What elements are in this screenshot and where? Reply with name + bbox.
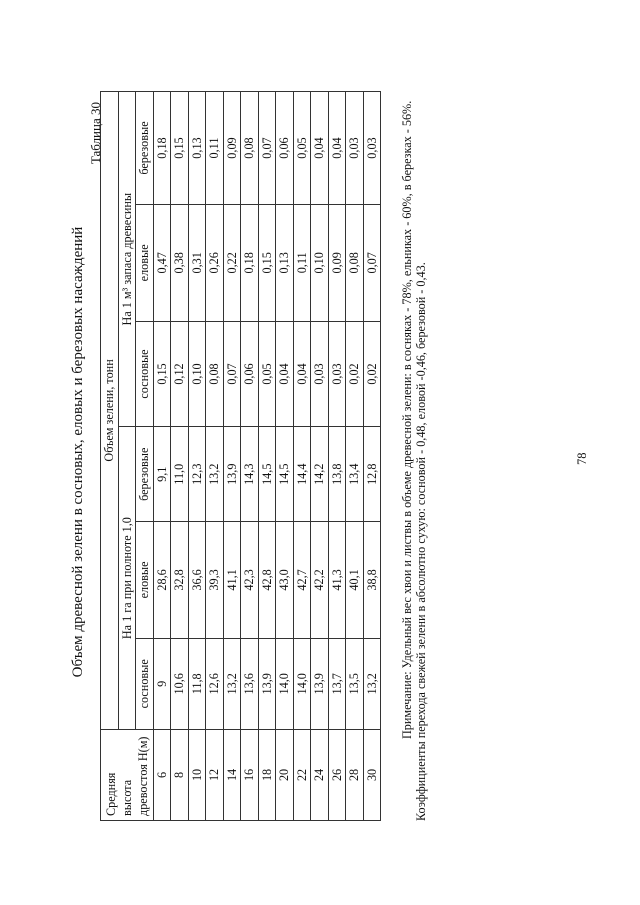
table-cell: 0,15 [258, 205, 276, 322]
table-cell: 13,9 [311, 638, 329, 729]
table-cell: 20 [276, 729, 294, 820]
table-cell: 32,8 [171, 522, 189, 639]
spruce-m3-header: еловые [136, 205, 154, 322]
table-cell: 42,7 [293, 522, 311, 639]
table-cell: 0,06 [276, 92, 294, 205]
table-cell: 39,3 [206, 522, 224, 639]
table-cell: 11,8 [188, 638, 206, 729]
table-cell: 12,3 [188, 427, 206, 522]
table-row [241, 92, 259, 821]
table-cell: 13,7 [328, 638, 346, 729]
table-cell: 0,03 [363, 92, 381, 205]
table-cell: 9,1 [153, 427, 171, 522]
table-cell: 0,22 [223, 205, 241, 322]
table-cell: 0,05 [258, 321, 276, 427]
table-cell: 0,18 [153, 92, 171, 205]
table-cell: 0,06 [241, 321, 259, 427]
table-cell: 36,6 [188, 522, 206, 639]
table-cell: 13,6 [241, 638, 259, 729]
table-cell: 0,05 [293, 92, 311, 205]
table-cell: 16 [241, 729, 259, 820]
table-cell: 0,03 [311, 321, 329, 427]
table-cell: 0,12 [171, 321, 189, 427]
table-cell: 0,08 [346, 205, 364, 322]
table-cell: 26 [328, 729, 346, 820]
table-cell: 0,09 [328, 205, 346, 322]
table-cell: 0,11 [206, 92, 224, 205]
per-cubic-meter-header: На 1 м³ запаса древесины [118, 92, 136, 427]
table-cell: 14,5 [258, 427, 276, 522]
table-cell: 0,09 [223, 92, 241, 205]
table-cell: 13,5 [346, 638, 364, 729]
table-row [258, 92, 276, 821]
table-cell: 0,04 [311, 92, 329, 205]
table-cell: 14,3 [241, 427, 259, 522]
table-cell: 14,4 [293, 427, 311, 522]
note-conversion-coefficients: Коэффициенты перехода свежей зелени в абсолютно сухую: сосновой - 0,48, еловой -0,46, березовой - 0,43. [414, 262, 428, 821]
table-cell: 0,15 [153, 321, 171, 427]
table-cell: 0,26 [206, 205, 224, 322]
table-body [153, 92, 381, 821]
table-cell: 0,07 [223, 321, 241, 427]
table-cell: 6 [153, 729, 171, 820]
table-cell: 13,4 [346, 427, 364, 522]
table-cell: 0,38 [171, 205, 189, 322]
table-cell: 0,18 [241, 205, 259, 322]
pine-ha-header: сосновые [136, 638, 154, 729]
table-cell: 0,31 [188, 205, 206, 322]
table-cell: 24 [311, 729, 329, 820]
height-column-header: Средняя высота древостоя Н(м) [101, 729, 154, 820]
table-cell: 28 [346, 729, 364, 820]
table-cell: 42,2 [311, 522, 329, 639]
table-cell: 0,04 [293, 321, 311, 427]
pine-m3-header: сосновые [136, 321, 154, 427]
table-cell: 0,03 [346, 92, 364, 205]
volume-group-header: Объем зелени, тонн [101, 92, 119, 730]
table-cell: 28,6 [153, 522, 171, 639]
table-cell: 0,08 [206, 321, 224, 427]
spruce-ha-header: еловые [136, 522, 154, 639]
table-cell: 42,8 [258, 522, 276, 639]
table-row [276, 92, 294, 821]
table-cell: 14 [223, 729, 241, 820]
table-cell: 0,07 [258, 92, 276, 205]
table-cell: 0,15 [171, 92, 189, 205]
page-number: 78 [575, 452, 589, 465]
table-cell: 30 [363, 729, 381, 820]
table-row [223, 92, 241, 821]
table-cell: 13,9 [223, 427, 241, 522]
table-cell: 0,07 [363, 205, 381, 322]
table-cell: 10 [188, 729, 206, 820]
table-cell: 10,6 [171, 638, 189, 729]
greenery-volume-table [100, 91, 381, 821]
table-cell: 18 [258, 729, 276, 820]
table-row [188, 92, 206, 821]
table-cell: 9 [153, 638, 171, 729]
page-title: Объем древесной зелени в сосновых, еловых и березовых насаждений [70, 226, 86, 678]
table-cell: 13,9 [258, 638, 276, 729]
birch-m3-header: березовые [136, 92, 154, 205]
table-cell: 0,04 [328, 92, 346, 205]
table-cell: 41,3 [328, 522, 346, 639]
table-cell: 0,13 [188, 92, 206, 205]
table-row [328, 92, 346, 821]
table-row [153, 92, 171, 821]
note-specific-weight: Примечание: Удельный вес хвои и листвы в объеме древесной зелени: в сосняках - 78%, ельниках - 60%, в березках - 56%. [400, 100, 414, 739]
table-cell: 0,13 [276, 205, 294, 322]
table-cell: 0,10 [188, 321, 206, 427]
table-cell: 40,1 [346, 522, 364, 639]
table-cell: 12,6 [206, 638, 224, 729]
table-cell: 0,11 [293, 205, 311, 322]
table-cell: 13,2 [223, 638, 241, 729]
table-cell: 13,2 [206, 427, 224, 522]
table-cell: 14,0 [276, 638, 294, 729]
table-cell: 13,8 [328, 427, 346, 522]
table-cell: 14,5 [276, 427, 294, 522]
table-cell: 0,02 [346, 321, 364, 427]
table-cell: 8 [171, 729, 189, 820]
table-row [206, 92, 224, 821]
table-cell: 0,47 [153, 205, 171, 322]
table-cell: 11,0 [171, 427, 189, 522]
table-cell: 43,0 [276, 522, 294, 639]
table-cell: 14,2 [311, 427, 329, 522]
table-cell: 41,1 [223, 522, 241, 639]
table-cell: 14,0 [293, 638, 311, 729]
table-cell: 0,10 [311, 205, 329, 322]
table-cell: 22 [293, 729, 311, 820]
table-row [346, 92, 364, 821]
table-number: Таблица 30 [88, 102, 103, 165]
table-cell: 0,04 [276, 321, 294, 427]
table-cell: 0,03 [328, 321, 346, 427]
table-cell: 12,8 [363, 427, 381, 522]
table-row [171, 92, 189, 821]
table-cell: 0,08 [241, 92, 259, 205]
birch-ha-header: березовые [136, 427, 154, 522]
table-cell: 13,2 [363, 638, 381, 729]
table-row [311, 92, 329, 821]
table-cell: 38,8 [363, 522, 381, 639]
table-cell: 42,3 [241, 522, 259, 639]
table-row [293, 92, 311, 821]
table-row [363, 92, 381, 821]
table-cell: 0,02 [363, 321, 381, 427]
table-cell: 12 [206, 729, 224, 820]
per-hectare-header: На 1 га при полноте 1,0 [118, 427, 136, 730]
